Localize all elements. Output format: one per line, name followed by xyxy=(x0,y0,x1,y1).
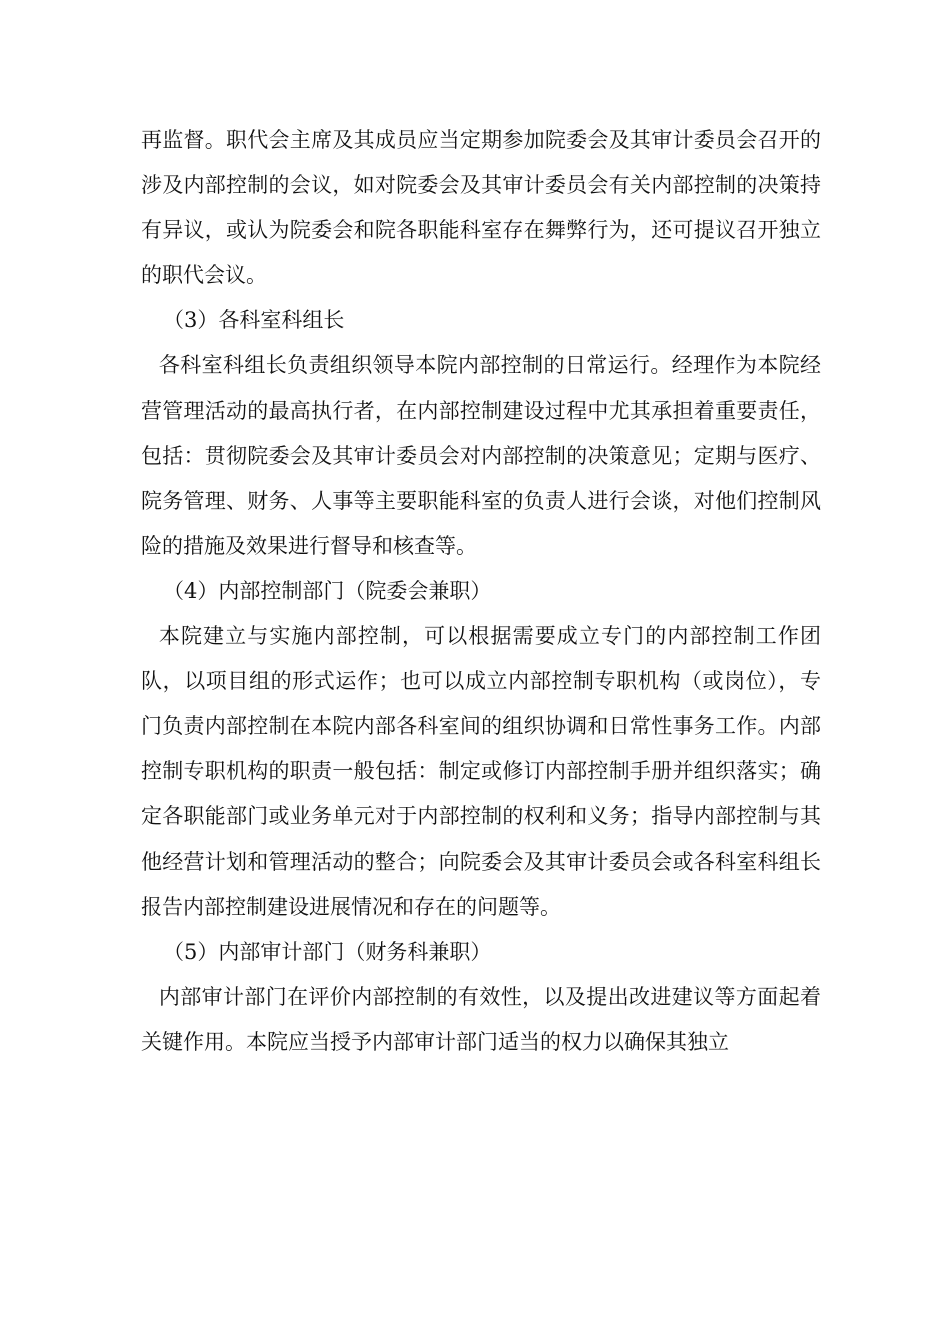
section-heading-4: （4）内部控制部门（院委会兼职） xyxy=(163,578,492,603)
paragraph-body-4: 内部审计部门在评价内部控制的有效性，以及提出改进建议等方面起着关键作用。本院应当授予内部审计部门适当的权力以确保其独立 xyxy=(141,984,821,1054)
section-heading-5: （5）内部审计部门（财务科兼职） xyxy=(163,939,492,964)
paragraph-body-3: 本院建立与实施内部控制，可以根据需要成立专门的内部控制工作团队，以项目组的形式运作；也可以成立内部控制专职机构（或岗位），专门负责内部控制在本院内部各科室间的组织协调和日常性事务工作。内部控制专职机构的职责一般包括：制定或修订内部控制手册并组织落实；确定各职能部门或业务单元对于内部控制的权利和义务；指导内部控制与其他经营计划和管理活动的整合；向院委会及其审计委员会或各科室科组长报告内部控制建设进展情况和存在的问题等。 xyxy=(141,624,821,919)
section-heading-3: （3）各科室科组长 xyxy=(163,308,345,333)
document-body xyxy=(141,118,821,1065)
paragraph-body-1: 再监督。职代会主席及其成员应当定期参加院委会及其审计委员会召开的涉及内部控制的会议，如对院委会及其审计委员会有关内部控制的决策持有异议，或认为院委会和院各职能科室存在舞弊行为，还可提议召开独立的职代会议。 xyxy=(141,128,821,288)
paragraph-body-2: 各科室科组长负责组织领导本院内部控制的日常运行。经理作为本院经营管理活动的最高执行者，在内部控制建设过程中尤其承担着重要责任，包括：贯彻院委会及其审计委员会对内部控制的决策意见；定期与医疗、院务管理、财务、人事等主要职能科室的负责人进行会谈，对他们控制风险的措施及效果进行督导和核查等。 xyxy=(141,353,821,558)
